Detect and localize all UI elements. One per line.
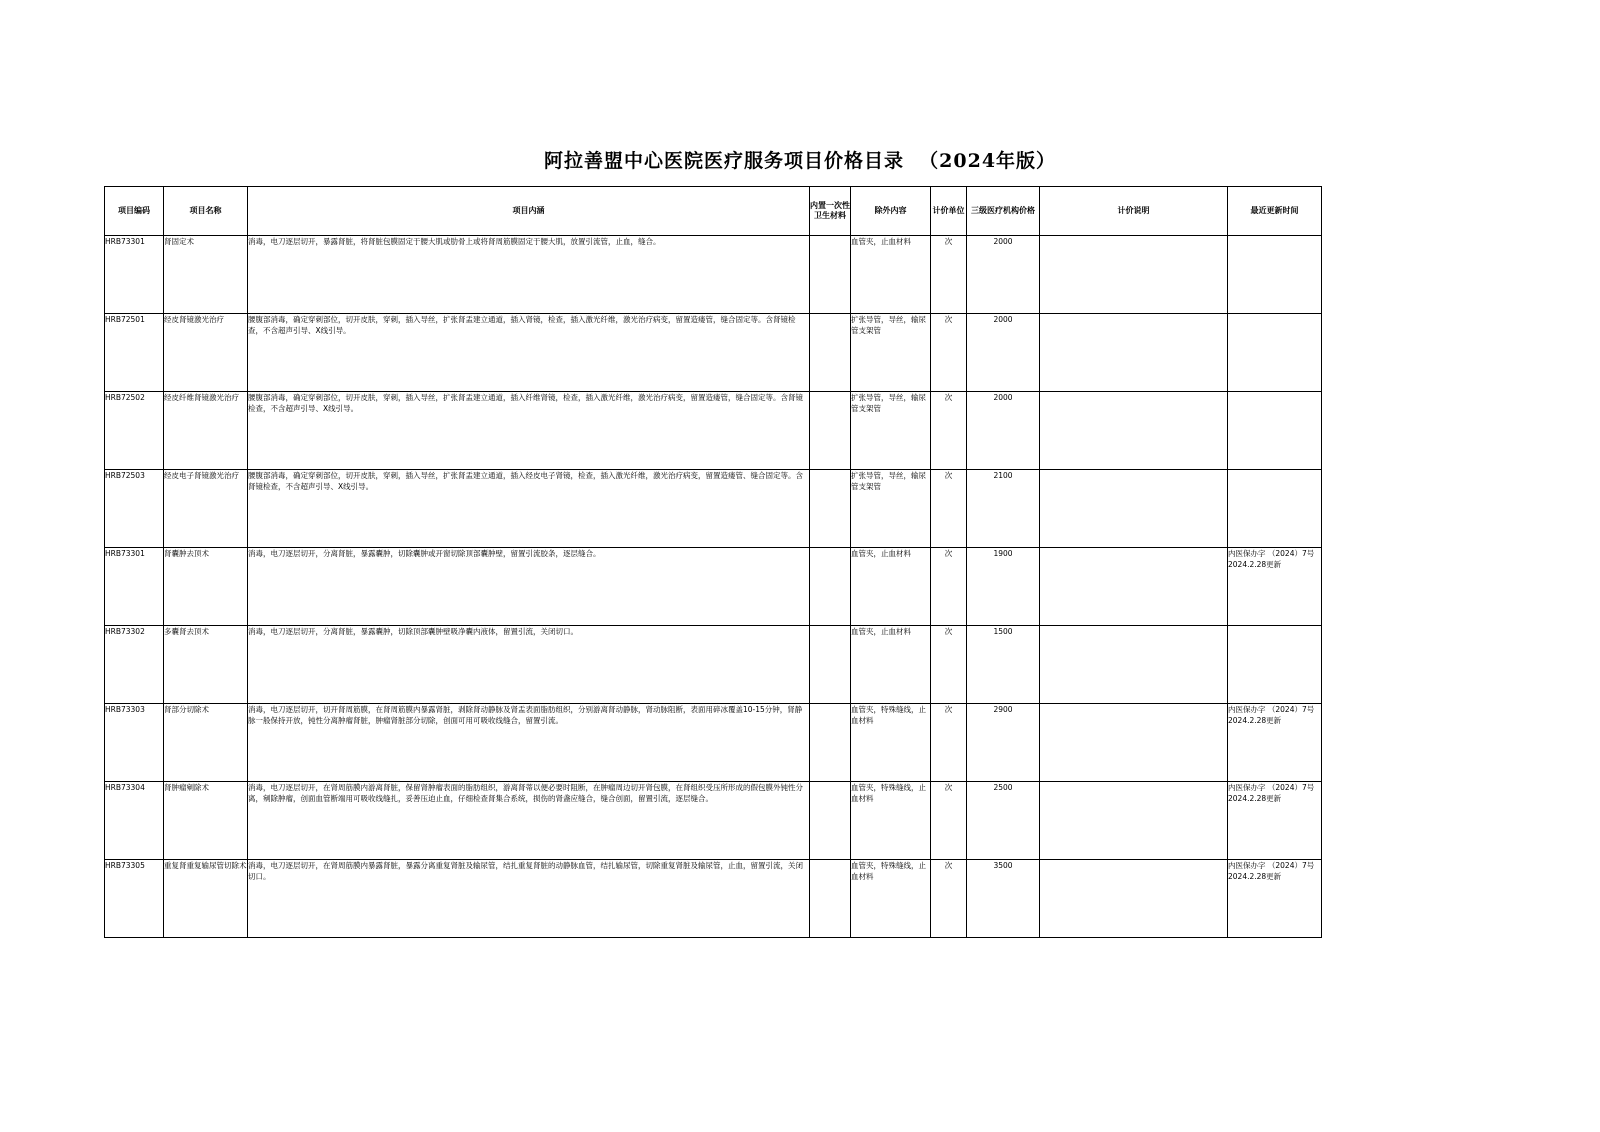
cell-excluded: 血管夹，特殊缝线，止血材料 <box>851 704 931 782</box>
cell-price: 2500 <box>967 782 1040 860</box>
cell-note <box>1040 626 1228 704</box>
cell-material <box>810 782 851 860</box>
cell-note <box>1040 548 1228 626</box>
cell-content: 消毒，电刀逐层切开，分离肾脏，暴露囊肿，切除顶部囊肿壁吸净囊内液体，留置引流，关闭切口。 <box>248 626 810 704</box>
cell-unit: 次 <box>931 470 967 548</box>
cell-note <box>1040 860 1228 938</box>
cell-content: 消毒，电刀逐层切开，在肾周筋膜内游离肾脏，保留肾肿瘤表面的脂肪组织，游离肾蒂以便必要时阻断，在肿瘤周边切开肾包膜，在肾组织受压所形成的假包膜外钝性分离，剜除肿瘤，创面血管断端用可吸收线缝扎，妥善压迫止血，仔细检查肾集合系统，损伤的肾盏应缝合，缝合创面，留置引流，逐层缝合。 <box>248 782 810 860</box>
column-header-updated: 最近更新时间 <box>1228 187 1322 236</box>
cell-material <box>810 236 851 314</box>
cell-updated <box>1228 470 1322 548</box>
table-row <box>105 704 1322 782</box>
table-row <box>105 392 1322 470</box>
cell-code: HRB73303 <box>105 704 164 782</box>
cell-material <box>810 626 851 704</box>
cell-name: 多囊肾去顶术 <box>164 626 248 704</box>
cell-excluded: 血管夹，止血材料 <box>851 236 931 314</box>
cell-updated <box>1228 392 1322 470</box>
cell-updated <box>1228 236 1322 314</box>
column-header-excluded: 除外内容 <box>851 187 931 236</box>
cell-code: HRB73301 <box>105 548 164 626</box>
cell-excluded: 血管夹，特殊缝线，止血材料 <box>851 782 931 860</box>
cell-name: 经皮纤维肾镜激光治疗 <box>164 392 248 470</box>
cell-code: HRB73301 <box>105 236 164 314</box>
cell-excluded: 扩张导管，导丝，输尿管支架管 <box>851 392 931 470</box>
cell-excluded: 血管夹，止血材料 <box>851 548 931 626</box>
cell-excluded: 血管夹，特殊缝线，止血材料 <box>851 860 931 938</box>
cell-unit: 次 <box>931 236 967 314</box>
cell-unit: 次 <box>931 626 967 704</box>
cell-updated <box>1228 626 1322 704</box>
cell-price: 2900 <box>967 704 1040 782</box>
table-row <box>105 314 1322 392</box>
cell-updated: 内医保办字 （2024）7号 2024.2.28更新 <box>1228 704 1322 782</box>
cell-content: 消毒，电刀逐层切开，暴露肾脏，将肾脏包膜固定于腰大肌或肋骨上或将肾周筋膜固定于腰大肌，放置引流管，止血，缝合。 <box>248 236 810 314</box>
cell-note <box>1040 236 1228 314</box>
cell-excluded: 扩张导管，导丝，输尿管支架管 <box>851 314 931 392</box>
header-row <box>105 187 1322 236</box>
column-header-note: 计价说明 <box>1040 187 1228 236</box>
table-row <box>105 548 1322 626</box>
table-row <box>105 470 1322 548</box>
cell-unit: 次 <box>931 782 967 860</box>
cell-unit: 次 <box>931 548 967 626</box>
cell-name: 肾肿瘤剜除术 <box>164 782 248 860</box>
cell-note <box>1040 704 1228 782</box>
cell-price: 2000 <box>967 314 1040 392</box>
column-header-code: 项目编码 <box>105 187 164 236</box>
cell-content: 腰腹部消毒，确定穿刺部位，切开皮肤，穿刺，插入导丝，扩张肾盂建立通道，插入纤维肾镜，检查，插入激光纤维，激光治疗病变，留置造瘘管，缝合固定等。含肾镜检查，不含超声引导、X线引导。 <box>248 392 810 470</box>
cell-content: 腰腹部消毒，确定穿刺部位，切开皮肤，穿刺，插入导丝，扩张肾盂建立通道，插入经皮电子肾镜，检查，插入激光纤维，激光治疗病变，留置造瘘管、缝合固定等。含肾镜检查，不含超声引导、X线引导。 <box>248 470 810 548</box>
cell-updated: 内医保办字 （2024）7号 2024.2.28更新 <box>1228 782 1322 860</box>
cell-unit: 次 <box>931 314 967 392</box>
column-header-material: 内置一次性卫生材料 <box>810 187 851 236</box>
cell-price: 2100 <box>967 470 1040 548</box>
column-header-name: 项目名称 <box>164 187 248 236</box>
cell-code: HRB72502 <box>105 392 164 470</box>
cell-name: 肾固定术 <box>164 236 248 314</box>
cell-code: HRB73302 <box>105 626 164 704</box>
column-header-price: 三级医疗机构价格 <box>967 187 1040 236</box>
cell-price: 3500 <box>967 860 1040 938</box>
cell-note <box>1040 314 1228 392</box>
cell-excluded: 血管夹，止血材料 <box>851 626 931 704</box>
table-row <box>105 626 1322 704</box>
cell-note <box>1040 470 1228 548</box>
cell-unit: 次 <box>931 392 967 470</box>
table-row <box>105 782 1322 860</box>
cell-code: HRB73304 <box>105 782 164 860</box>
cell-price: 1900 <box>967 548 1040 626</box>
column-header-unit: 计价单位 <box>931 187 967 236</box>
cell-name: 经皮肾镜激光治疗 <box>164 314 248 392</box>
cell-material <box>810 470 851 548</box>
cell-content: 腰腹部消毒，确定穿刺部位，切开皮肤，穿刺，插入导丝，扩张肾盂建立通道，插入肾镜，检查，插入激光纤维，激光治疗病变，留置造瘘管，缝合固定等。含肾镜检查，不含超声引导、X线引导。 <box>248 314 810 392</box>
cell-name: 肾囊肿去顶术 <box>164 548 248 626</box>
table-body <box>105 236 1322 938</box>
cell-name: 经皮电子肾镜激光治疗 <box>164 470 248 548</box>
cell-price: 2000 <box>967 236 1040 314</box>
table-row <box>105 236 1322 314</box>
cell-updated: 内医保办字 （2024）7号 2024.2.28更新 <box>1228 860 1322 938</box>
page-title: 阿拉善盟中心医院医疗服务项目价格目录 （2024年版） <box>543 150 1057 172</box>
cell-material <box>810 314 851 392</box>
cell-material <box>810 392 851 470</box>
cell-unit: 次 <box>931 860 967 938</box>
cell-name: 重复肾重复输尿管切除术 <box>164 860 248 938</box>
cell-material <box>810 548 851 626</box>
cell-excluded: 扩张导管，导丝，输尿管支架管 <box>851 470 931 548</box>
price-catalog-table <box>104 186 1322 938</box>
cell-code: HRB73305 <box>105 860 164 938</box>
cell-unit: 次 <box>931 704 967 782</box>
cell-name: 肾部分切除术 <box>164 704 248 782</box>
cell-code: HRB72503 <box>105 470 164 548</box>
table-row <box>105 860 1322 938</box>
cell-price: 2000 <box>967 392 1040 470</box>
cell-content: 消毒，电刀逐层切开，切开肾周筋膜，在肾周筋膜内暴露肾脏，剥除肾动静脉及肾盂表面脂肪组织，分别游离肾动静脉，肾动脉阻断，表面用碎冰覆盖10-15分钟，肾静脉一般保持开放，钝性分离肿瘤肾脏，肿瘤肾脏部分切除，创面可用可吸收线缝合，留置引流。 <box>248 704 810 782</box>
cell-price: 1500 <box>967 626 1040 704</box>
cell-content: 消毒，电刀逐层切开，在肾周筋膜内暴露肾脏，暴露分离重复肾脏及输尿管，结扎重复肾脏的动静脉血管，结扎输尿管，切除重复肾脏及输尿管，止血，留置引流，关闭切口。 <box>248 860 810 938</box>
cell-updated: 内医保办字 （2024）7号 2024.2.28更新 <box>1228 548 1322 626</box>
cell-note <box>1040 392 1228 470</box>
cell-content: 消毒，电刀逐层切开，分离肾脏，暴露囊肿，切除囊肿或开窗切除顶部囊肿壁，留置引流胶条，逐层缝合。 <box>248 548 810 626</box>
cell-material <box>810 860 851 938</box>
cell-material <box>810 704 851 782</box>
cell-code: HRB72501 <box>105 314 164 392</box>
column-header-content: 项目内涵 <box>248 187 810 236</box>
cell-note <box>1040 782 1228 860</box>
cell-updated <box>1228 314 1322 392</box>
